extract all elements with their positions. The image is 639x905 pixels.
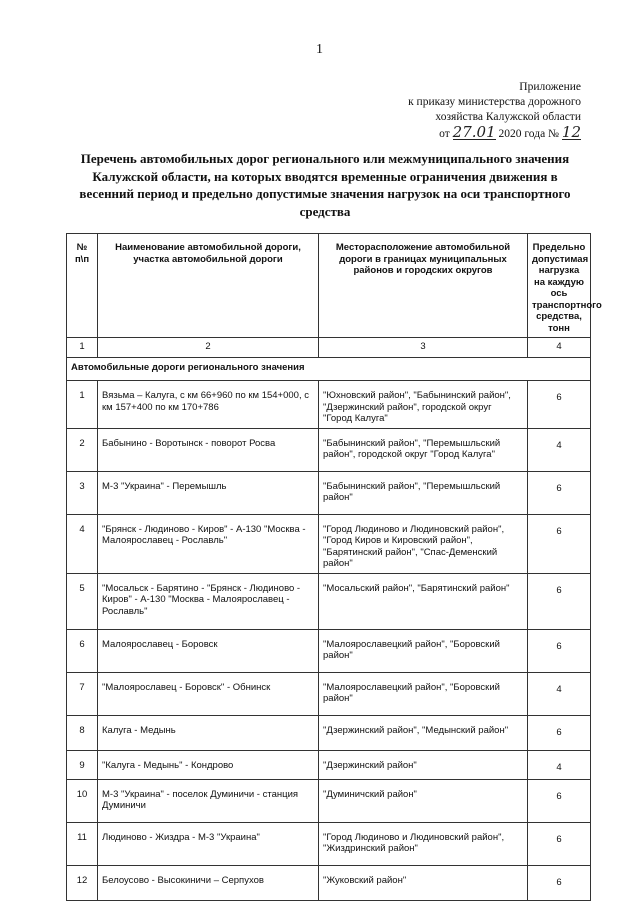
header-number: № п\п [67,234,98,338]
date-year: 2020 года № [498,128,560,140]
road-name: М-3 "Украина" - поселок Думиничи - станция Думиничи [98,779,319,822]
road-location: "Малоярославецкий район", "Боровский район" [319,629,528,672]
road-location: "Жуковский район" [319,865,528,900]
header-axle-load: Предельно допустимая нагрузка на каждую ось транспортного средства, тонн [528,234,591,338]
column-number: 2 [98,338,319,358]
table-row [67,822,591,865]
road-name: Белоусово - Высокиничи – Серпухов [98,865,319,900]
table-row [67,672,591,715]
row-number: 4 [67,514,98,573]
axle-load: 4 [528,750,591,779]
table-row [67,715,591,750]
column-number: 1 [67,338,98,358]
row-number: 2 [67,428,98,471]
date-prefix: от [439,128,450,140]
axle-load: 4 [528,672,591,715]
column-number: 3 [319,338,528,358]
page-number: 1 [316,42,323,57]
road-location: "Дзержинский район", "Медынский район" [319,715,528,750]
table-row [67,629,591,672]
road-location: "Город Людиново и Людиновский район", "Жиздринский район" [319,822,528,865]
road-location: "Бабынинский район", "Перемышльский район" [319,471,528,514]
road-name: "Мосальск - Барятино - "Брянск - Людиново - Киров" - А-130 "Москва - Малоярославец - Рославль" [98,573,319,629]
road-location: "Дзержинский район" [319,750,528,779]
road-name: Малоярославец - Боровск [98,629,319,672]
table-row [67,428,591,471]
table-row [67,865,591,900]
road-location: "Бабынинский район", "Перемышльский район", городской округ "Город Калуга" [319,428,528,471]
table-row [67,779,591,822]
axle-load: 6 [528,514,591,573]
axle-load: 4 [528,428,591,471]
axle-load: 6 [528,573,591,629]
header-road-name: Наименование автомобильной дороги, участка автомобильной дороги [98,234,319,338]
appendix-line-1: Приложение [519,81,581,93]
row-number: 1 [67,381,98,429]
axle-load: 6 [528,822,591,865]
appendix-line-3: хозяйства Калужской области [435,111,581,123]
document-title: Перечень автомобильных дорог регионального или межмуниципального значения Калужской области, на которых вводятся временные ограничения движения в весенний период и предельно допустимые значения нагрузок на оси транспортного средства [79,151,571,219]
road-name: Вязьма – Калуга, с км 66+960 по км 154+000, с км 157+400 по км 170+786 [98,381,319,429]
header-location: Месторасположение автомобильной дороги в границах муниципальных районов и городских округов [319,234,528,338]
road-name: Бабынино - Воротынск - поворот Росва [98,428,319,471]
road-name: Людиново - Жиздра - М-3 "Украина" [98,822,319,865]
section-row [67,358,591,381]
row-number: 12 [67,865,98,900]
axle-load: 6 [528,381,591,429]
row-number: 6 [67,629,98,672]
axle-load: 6 [528,865,591,900]
axle-load: 6 [528,715,591,750]
road-location: "Мосальский район", "Барятинский район" [319,573,528,629]
road-name: "Калуга - Медынь" - Кондрово [98,750,319,779]
handwritten-order-number: 12 [561,123,581,141]
road-location: "Думиничский район" [319,779,528,822]
table-row [67,514,591,573]
road-name: Калуга - Медынь [98,715,319,750]
road-name: "Брянск - Людиново - Киров" - А-130 "Москва - Малоярославец - Рославль" [98,514,319,573]
row-number: 10 [67,779,98,822]
section-title: Автомобильные дороги регионального значения [67,358,591,381]
row-number: 8 [67,715,98,750]
appendix-line-2: к приказу министерства дорожного [408,96,581,108]
appendix-block [351,80,581,142]
table-header-row [67,234,591,338]
road-name: "Малоярославец - Боровск" - Обнинск [98,672,319,715]
handwritten-date: 27.01 [452,123,496,141]
roads-table [66,233,602,901]
table-row [67,573,591,629]
axle-load: 6 [528,629,591,672]
table-row [67,471,591,514]
road-location: "Город Людиново и Людиновский район", "Город Киров и Кировский район", "Барятинский район", "Спас-Деменский район" [319,514,528,573]
row-number: 3 [67,471,98,514]
column-numbers-row [67,338,591,358]
table-row [67,381,591,429]
axle-load: 6 [528,779,591,822]
road-location: "Малоярославецкий район", "Боровский район" [319,672,528,715]
row-number: 7 [67,672,98,715]
row-number: 5 [67,573,98,629]
road-name: М-3 "Украина" - Перемышль [98,471,319,514]
road-location: "Юхновский район", "Бабынинский район", "Дзержинский район", городской округ "Город Калуга" [319,381,528,429]
column-number: 4 [528,338,591,358]
row-number: 11 [67,822,98,865]
appendix-date-line [351,125,581,142]
table-row [67,750,591,779]
row-number: 9 [67,750,98,779]
axle-load: 6 [528,471,591,514]
